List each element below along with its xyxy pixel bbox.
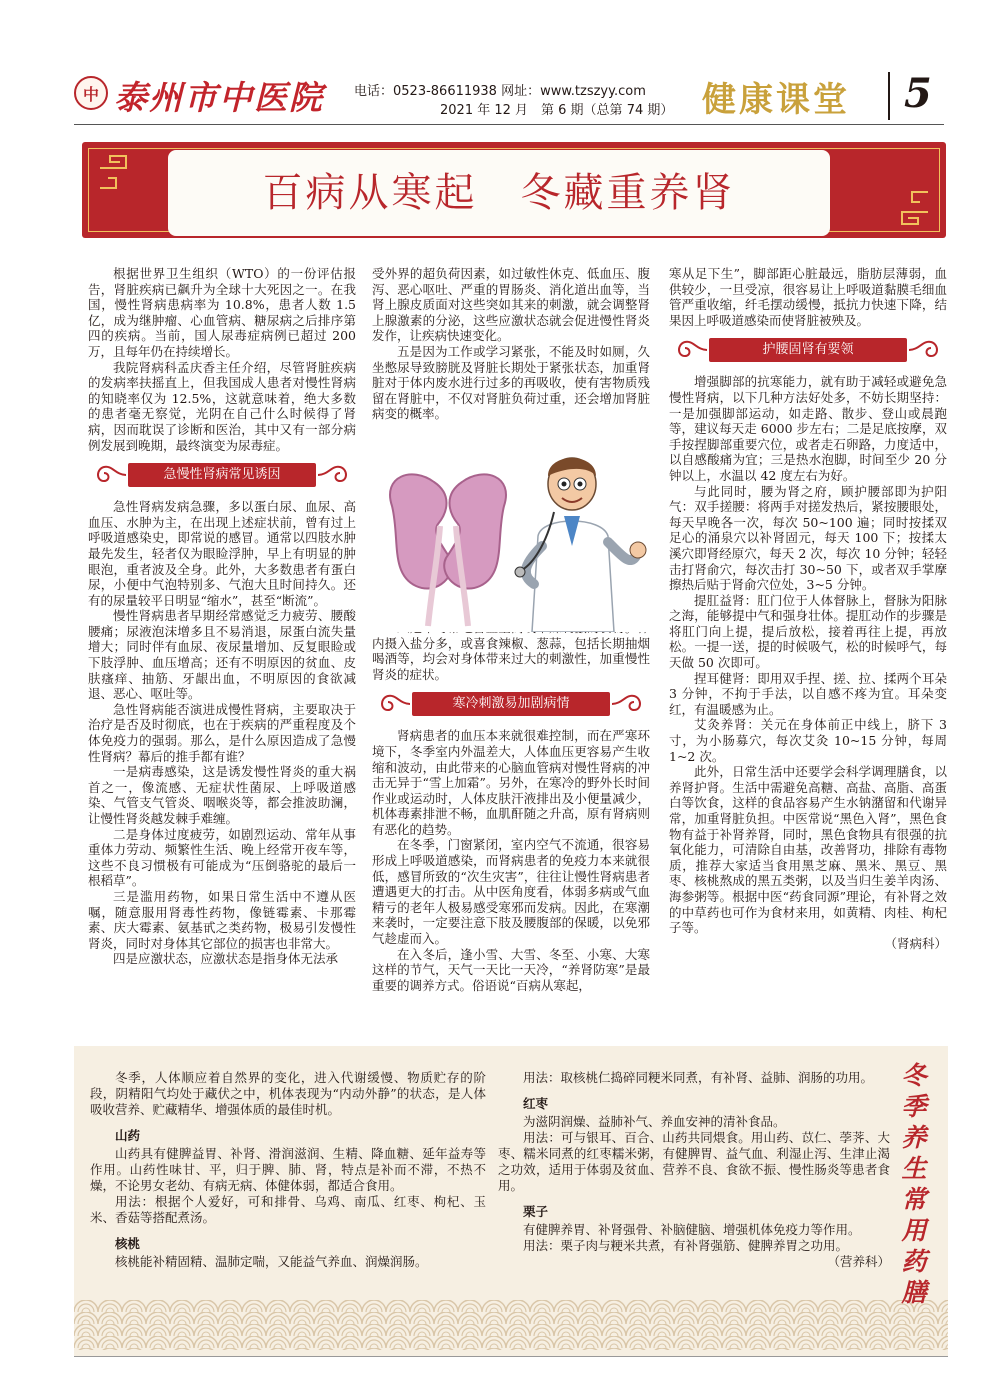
recipe-desc: 山药具有健脾益胃、补肾、滑润滋润、生精、降血糖、延年益寿等作用。山药性味甘、平，归于脾、肺、肾，特点是补而不滞，不热不燥，不论男女老幼、有病无病、体健体弱，都适合食用。 <box>90 1146 486 1193</box>
subhead-causes <box>88 461 356 489</box>
paragraph: 我院肾病科孟庆香主任介绍，尽管肾脏疾病的发病率扶摇直上，但我国成人患者对慢性肾病的知晓率仅为 12.5%，这就意味着，绝大多数的患者毫无察觉，光阴在自己什么时候得了肾病，因而耽误了诊断和医治，其中又有一部分病例发展到晚期，最终演变为尿毒症。 <box>88 359 356 453</box>
kidney-doctor-illustration <box>372 446 650 632</box>
paragraph: 捏耳健肾：即用双手捏、搓、拉、揉两个耳朵 3 分钟，不拘于手法，以自感不疼为宜。耳朵变红，有温暖感为止。 <box>669 670 947 717</box>
recipe-desc: 核桃能补精固精、温肺定喘，又能益气养血、润燥润肠。 <box>115 1254 428 1269</box>
column-3 <box>669 266 947 951</box>
footer-rule <box>74 1356 948 1357</box>
scroll-ornament-icon <box>372 690 412 718</box>
recipe-name: 核桃 <box>115 1236 141 1251</box>
section-title: 健康课堂 <box>702 80 850 120</box>
subhead-label: 寒冷刺激易加剧病情 <box>412 692 610 716</box>
recipe-column-left <box>90 1070 486 1270</box>
hospital-logo: 中 <box>74 76 108 110</box>
recipe-name: 红枣 <box>523 1096 549 1111</box>
paragraph: 急性肾病发病急骤，多以蛋白尿、血尿、高血压、水肿为主，在出现上述症状前，曾有过上呼吸道感染史，即常说的感冒。通常以四肢水肿最先发生，轻者仅为眼睑浮肿，早上有明显的肿眼泡，重者波及全身。此外，大多数患者有蛋白尿，小便中气泡特别多、气泡大且时间持久。还有的尿量较平日明显“缩水”，甚至“断流”。 <box>88 499 356 608</box>
article-author: （肾病科） <box>884 935 947 951</box>
paragraph: 与此同时，腰为肾之府，顾护腰部即为护阳气：双手搓腰：将两手对搓发热后，紧按腰眼处，每天早晚各一次，每次 50~100 遍；同时按揉双足心的涌泉穴以补肾固元，每天 100 下；按揉太溪穴即肾经原穴，每天 2 次，每次 10 分钟；轻轻击打肾俞穴，每次击打 30~50 下，或者双手掌摩擦热后贴于肾俞穴位处，3~5 分钟。 <box>669 483 947 593</box>
fret-ornament-icon <box>96 148 156 208</box>
recipe-desc: 有健脾养胃、补肾强骨、补脑健脑、增强机体免疫力等作用。 <box>523 1222 861 1237</box>
recipe-author: （营养科） <box>827 1254 890 1269</box>
recipe-usage: 用法：可与银耳、百合、山药共同煨食。用山药、苡仁、荸荠、大枣、糯米同煮的红枣糯米粥，有健脾胃、益气血、利湿止泻、生津止渴之功效，适用于体弱及贫血、营养不良、食欲不振、慢性肠炎等患者食用。 <box>498 1130 890 1193</box>
recipe-name: 山药 <box>115 1128 141 1143</box>
recipe-desc: 为滋阴润燥、益肺补气、养血安神的清补食品。 <box>523 1114 786 1129</box>
subhead-cold <box>372 690 650 718</box>
recipe-usage: 用法：取核桃仁捣碎同粳米同煮，有补肾、益肺、润肠的功用。 <box>523 1070 874 1085</box>
paragraph: 艾灸养肾：关元在身体前正中线上，脐下 3 寸，为小肠募穴，每次艾灸 10~15 分钟，每周 1~2 次。 <box>669 717 947 764</box>
paragraph: 增强脚部的抗寒能力，就有助于减轻或避免急慢性肾病，以下几种方法好处多，不妨长期坚持：一是加强脚部运动，如走路、散步、登山或晨跑等，建议每天走 6000 步左右；二是足底按摩，双手按捏脚部重要穴位，或者走石卵路，力度适中，以自感酸痛为宜；三是热水泡脚，时间至少 20 分钟以上，水温以 42 度左右为好。 <box>669 374 947 483</box>
paragraph: 在入冬后，逢小雪、大雪、冬至、小寒、大寒这样的节气，天气一天比一天冷，“养肾防寒”是最重要的调养方式。俗语说“百病从寒起， <box>372 946 650 993</box>
subhead-tips <box>669 336 947 364</box>
hospital-name: 泰州市中医院 <box>114 78 324 117</box>
paragraph: 三是滥用药物，如果日常生活中不遵从医嘱，随意服用肾毒性药物，像链霉素、卡那霉素、庆大霉素、氨基甙之类药物，极易引发慢性肾炎，同时对身体其它部位的损害也非常大。 <box>88 888 356 951</box>
wave-pattern-icon <box>74 1300 948 1350</box>
paragraph: 五是因为工作或学习紧张，不能及时如厕，久坐憋尿导致膀胱及肾脏长期处于紧张状态，加重肾脏对于体内废水进行过多的再吸收，使有害物质残留在肾脏中，不仅对肾脏负荷过重，还会增加肾脏病变的概率。 <box>372 343 650 422</box>
paragraph: 根据世界卫生组织（WTO）的一份评估报告，肾脏疾病已飙升为全球十大死因之一。在我国，慢性肾病患病率为 10.8%，患者人数 1.5 亿，成为继肿瘤、心血管病、糖尿病之后排序第四的疾病。当前，国人尿毒症病例已超过 200 万，且每年仍在持续增长。 <box>88 266 356 359</box>
scroll-ornament-icon <box>669 336 709 364</box>
paragraph: 慢性肾病患者早期经常感觉乏力疲劳、腰酸腰痛；尿液泡沫增多且不易消退，尿蛋白流失量增大；同时伴有血尿、夜尿量增加、反复眼睑或下肢浮肿、血压增高；还有不明原因的贫血、皮肤瘙痒、抽筋、牙龈出血，不明原因的食欲减退、恶心、呕吐等。 <box>88 608 356 702</box>
paragraph: 受外界的超负荷因素，如过敏性休克、低血压、腹泻、恶心呕吐、严重的胃肠炎、消化道出血等，当肾上腺皮质面对这些突如其来的刺激，就会调整肾上腺激素的分泌，这些应激状态就会促进慢性肾炎发作，让疾病快速变化。 <box>372 266 650 344</box>
paragraph: 二是身体过度疲劳，如剧烈运动、常年从事重体力劳动、频繁性生活、晚上经常开夜车等，这些不良习惯极有可能成为“压倒骆驼的最后一根稻草”。 <box>88 826 356 889</box>
contact-info: 电话：0523-86611938 网址：www.tzszyy.com <box>354 84 646 99</box>
scroll-ornament-icon <box>316 461 356 489</box>
sidebar-vertical-title: 冬季养生常用药膳 <box>901 1061 927 1307</box>
recipe-name: 栗子 <box>523 1204 549 1219</box>
header-rule <box>74 124 944 125</box>
subhead-label: 急慢性肾病常见诱因 <box>128 463 316 487</box>
paragraph: 急性肾病能否演进成慢性肾病，主要取决于治疗是否及时彻底，也在于疾病的严重程度及个体免疫力的强弱。那么，是什么原因造成了急慢性肾病？幕后的推手都有谁？ <box>88 701 356 764</box>
paragraph: 一是病毒感染，这是诱发慢性肾炎的重大祸首之一，像流感、无症状性菌尿、上呼吸道感染、气管支气管炎、咽喉炎等，都会推波助澜，让慢性肾炎越发棘手难缠。 <box>88 764 356 826</box>
paragraph: 肾病患者的血压本来就很难控制，而在严寒环境下，冬季室内外温差大，人体血压更容易产生收缩和波动，由此带来的心脑血管病对慢性肾病的冲击无异于“雪上加霜”。另外，在寒冷的野外长时间作业或运动时，人体皮肤汗液排出及小便量减少，机体毒素排泄不畅，血肌酐随之升高，原有肾病则有恶化的趋势。 <box>372 728 650 837</box>
issue-info: 2021 年 12 月 第 6 期（总第 74 期） <box>440 103 674 118</box>
paragraph: 此外，日常生活中还要学会科学调理膳食，以养肾护肾。生活中需避免高糖、高盐、高脂、高蛋白等饮食，这样的食品容易产生水钠潴留和代谢异常，加重肾脏负担。中医常说“黑色入肾”，黑色食物有益于补肾养肾，同时，黑色食物具有很强的抗氧化能力，可清除自由基，改善肾功，排除有毒物质，推荐大家适当食用黑芝麻、黑米、黑豆、黑枣、核桃熬成的黑五类粥，以及当归生姜羊肉汤、海参粥等。根据中医“药食同源”理论，有补肾之效的中草药也可作为食材来用，如黄精、肉桂、枸杞子等。 <box>669 764 947 936</box>
paragraph: 在冬季，门窗紧闭，室内空气不流通，很容易形成上呼吸道感染，而肾病患者的免疫力本来就很低，感冒所致的“次生灾害”，往往让慢性肾病患者遭遇更大的打击。从中医角度看，体弱多病或气血精亏的老年人极易感受寒邪而发病。因此，在寒潮来袭时，一定要注意下肢及腰腹部的保暖，以免邪气趁虚而入。 <box>372 837 650 947</box>
page-number: 5 <box>904 70 932 117</box>
paragraph: 寒从足下生”，脚部距心脏最远，脂肪层薄弱，血供较少，一旦受凉，很容易让上呼吸道黏膜毛细血管严重收缩，纤毛摆动缓慢，抵抗力快速下降，结果因上呼吸道感染而使肾脏被殃及。 <box>669 266 947 328</box>
header-divider <box>888 72 890 120</box>
recipe-usage: 用法：栗子肉与粳米共煮，有补肾强筋、健脾养胃之功用。 <box>523 1238 849 1253</box>
subhead-label: 护腰固肾有要领 <box>709 338 907 362</box>
article-title: 百病从寒起 冬藏重养肾 <box>262 170 736 216</box>
column-1 <box>88 266 356 967</box>
scroll-ornament-icon <box>88 461 128 489</box>
scroll-ornament-icon <box>907 336 947 364</box>
paragraph: 提肛益肾：肛门位于人体督脉上，督脉为阳脉之海，能够提中气和强身壮体。提肛动作的步骤是将肛门向上提，提后放松，接着再往上提，再放松。一提一送，提的时候吸气，松的时候呼气，每天做 50 次即可。 <box>669 592 947 671</box>
recipe-usage: 用法：根据个人爱好，可和排骨、乌鸡、南瓜、红枣、枸杞、玉米、香菇等搭配煮汤。 <box>90 1194 486 1225</box>
recipe-column-right <box>498 1070 890 1270</box>
paragraph: 内摄入盐分多，或喜食辣椒、葱蒜，包括长期抽烟喝酒等，均会对身体带来过大的刺激性，加重慢性肾炎的症状。 <box>372 635 650 682</box>
paragraph: 四是应激状态，应激状态是指身体无法承 <box>113 951 339 967</box>
scroll-ornament-icon <box>610 690 650 718</box>
fret-ornament-icon <box>872 172 932 232</box>
recipe-intro: 冬季，人体顺应着自然界的变化，进入代谢缓慢、物质贮存的阶段，阴精阳气均处于藏伏之中，机体表现为“内动外静”的状态，是人体吸收营养、贮藏精华、增强体质的最佳时机。 <box>90 1070 486 1117</box>
